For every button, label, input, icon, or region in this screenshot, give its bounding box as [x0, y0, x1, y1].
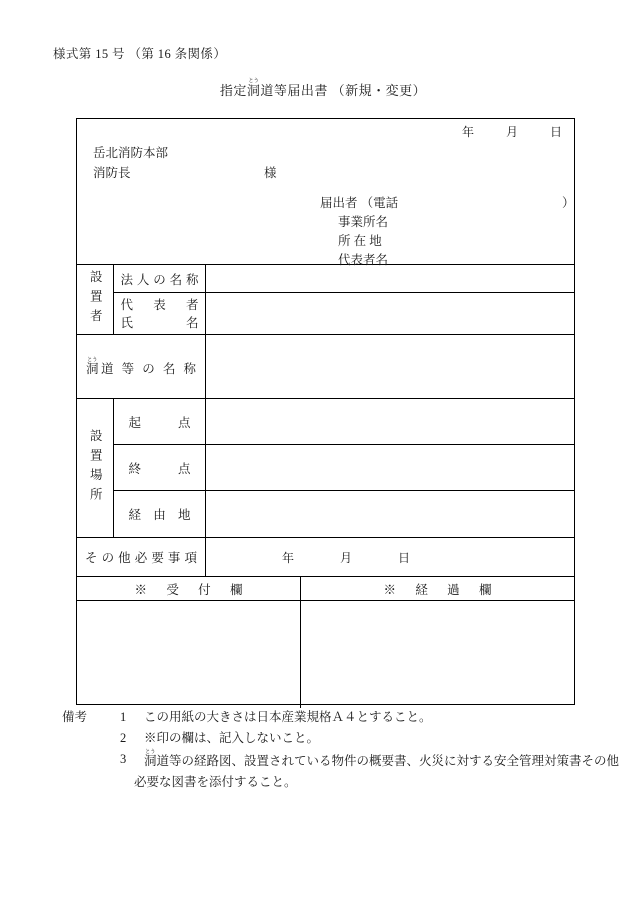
remark-number-2: 2 — [120, 731, 127, 745]
office-use-headers — [77, 577, 574, 601]
remark-item-2 — [62, 728, 602, 749]
installation-place-section — [77, 399, 574, 538]
other-date-month-label: 月 — [340, 550, 353, 565]
remark-item-3-continuation: 必要な図書を添付すること。 — [134, 775, 297, 789]
end-point-value[interactable] — [206, 445, 574, 490]
remark-item-3 — [62, 749, 620, 772]
remark-text-3-rest: 道等の経路図、設置されている物件の概要書、火災に対する安全管理対策書その他 — [156, 754, 620, 768]
tunnel-name-label — [77, 335, 206, 398]
title-ruby — [246, 78, 261, 98]
form-table — [76, 118, 575, 705]
other-date-year-label: 年 — [282, 550, 295, 565]
remark-number-3: 3 — [120, 752, 127, 766]
addressee-title: 消防長 — [93, 166, 131, 180]
representative-name-value[interactable] — [206, 293, 574, 334]
form-header-region — [77, 119, 574, 265]
start-point-value[interactable] — [206, 399, 574, 444]
via-point-value[interactable] — [206, 491, 574, 537]
remark-text-2: ※印の欄は、記入しないこと。 — [144, 731, 320, 745]
installer-vertical-label-text: 設置者 — [88, 270, 103, 329]
table-row — [114, 399, 574, 445]
date-year-label: 年 — [461, 125, 474, 139]
tunnel-name-label-suffix: 道 等 の 名 称 — [101, 361, 196, 376]
tunnel-name-ruby-text: とう — [86, 356, 99, 363]
tunnel-name-value[interactable] — [206, 335, 574, 398]
submission-date-line — [462, 123, 562, 140]
date-day-label: 日 — [549, 125, 562, 139]
corporate-name-label: 法人の名称 — [114, 265, 206, 292]
submitter-phone-label: 届出者 （電話 — [320, 196, 399, 210]
remark-ruby-base: 洞 — [144, 754, 157, 768]
remark-ruby — [144, 749, 157, 768]
via-point-label: 経 由 地 — [114, 491, 206, 537]
addressee-title-line — [93, 163, 277, 183]
remark-text-3 — [62, 749, 620, 772]
representative-name-label: 代 表 者 氏 名 — [114, 293, 206, 334]
receipt-column-body[interactable] — [77, 601, 301, 708]
remark-number-1: 1 — [120, 710, 127, 724]
tunnel-name-ruby — [86, 356, 101, 376]
progress-column-header: ※ 経 過 欄 — [383, 582, 492, 597]
submitter-office-name-label: 事業所名 — [338, 215, 389, 229]
remarks-section — [62, 707, 620, 793]
submitter-phone-line — [320, 194, 575, 213]
addressee-honorific: 様 — [264, 166, 277, 180]
office-use-body — [77, 601, 574, 708]
tunnel-name-section — [77, 335, 574, 399]
start-point-label: 起 点 — [114, 399, 206, 444]
other-date-day-label: 日 — [398, 550, 411, 565]
table-row — [114, 445, 574, 491]
form-number: 様式第 15 号 （第 16 条関係） — [53, 47, 227, 61]
addressee-block — [93, 143, 277, 183]
remark-ruby-text: とう — [144, 749, 157, 755]
date-month-label: 月 — [505, 125, 518, 139]
page-title — [0, 78, 630, 99]
installation-place-vertical-label-text: 設置場所 — [88, 429, 103, 507]
installer-vertical-label — [77, 265, 114, 334]
installer-section — [77, 265, 574, 335]
other-requirements-date[interactable] — [206, 538, 574, 576]
title-suffix: 道等届出書 （新規・変更） — [260, 83, 427, 98]
addressee-organization: 岳北消防本部 — [93, 146, 169, 160]
submitter-address-label: 所 在 地 — [338, 234, 382, 248]
remark-item-1 — [62, 707, 602, 728]
table-row — [114, 293, 574, 334]
remarks-label: 備考 — [62, 710, 88, 724]
remark-text-1: この用紙の大きさは日本産業規格Ａ４とすること。 — [144, 710, 432, 724]
title-ruby-text: とう — [246, 78, 261, 84]
title-prefix: 指定 — [219, 83, 247, 98]
title-ruby-base: 洞 — [246, 83, 261, 98]
submitter-block — [320, 194, 575, 270]
other-requirements-section — [77, 538, 574, 577]
other-requirements-label: その他必要事項 — [77, 538, 206, 576]
receipt-column-header: ※ 受 付 欄 — [77, 577, 301, 600]
submitter-representative-label: 代表者名 — [338, 253, 389, 267]
table-row — [114, 491, 574, 537]
submitter-phone-paren: ） — [562, 196, 575, 210]
installation-place-vertical-label — [77, 399, 114, 537]
tunnel-name-ruby-base: 洞 — [86, 361, 101, 376]
end-point-label: 終 点 — [114, 445, 206, 490]
progress-column-body[interactable] — [301, 601, 574, 708]
